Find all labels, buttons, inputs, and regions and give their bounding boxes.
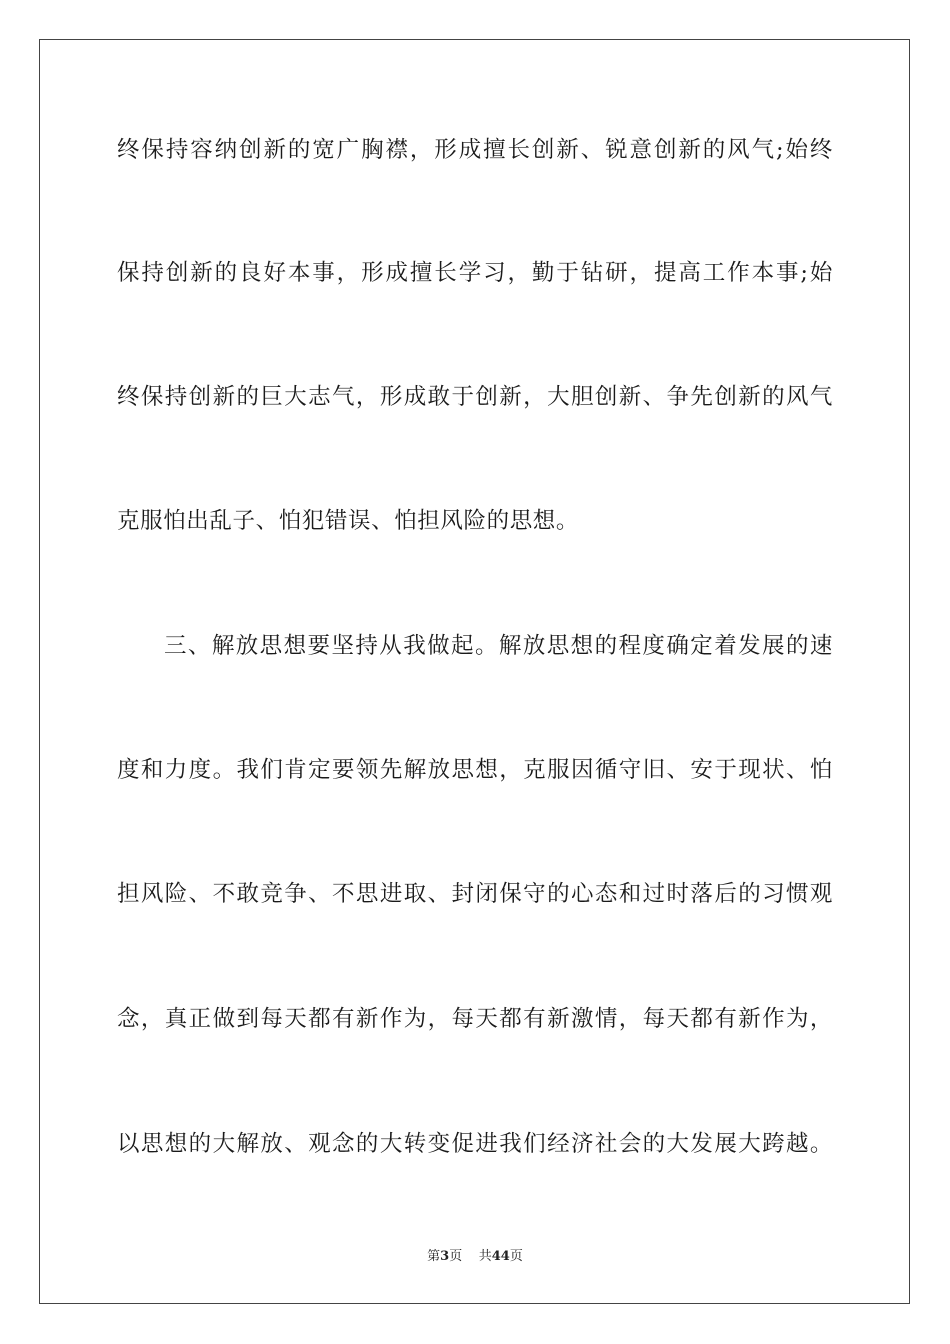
body-text-line-7: 担风险、不敢竞争、不思进取、封闭保守的心态和过时落后的习惯观: [117, 881, 833, 907]
body-text-line-9: 以思想的大解放、观念的大转变促进我们经济社会的大发展大跨越。: [117, 1131, 833, 1157]
body-text-line-3: 终保持创新的巨大志气，形成敢于创新，大胆创新、争先创新的风气: [117, 384, 833, 410]
footer-page-suffix: 页: [449, 1249, 463, 1264]
footer-page-number: 3: [440, 1249, 450, 1264]
footer-total-prefix: 共: [478, 1249, 492, 1264]
body-text-line-1: 终保持容纳创新的宽广胸襟，形成擅长创新、锐意创新的风气;始终: [117, 137, 833, 163]
page-footer: [0, 1248, 950, 1266]
footer-page-prefix: 第: [427, 1249, 441, 1264]
body-text-line-2: 保持创新的良好本事，形成擅长学习，勤于钻研，提高工作本事;始: [117, 260, 833, 286]
body-text-line-8: 念，真正做到每天都有新作为，每天都有新激情，每天都有新作为，: [117, 1006, 833, 1032]
page-border: [39, 39, 910, 1304]
footer-total-suffix: 页: [509, 1249, 523, 1264]
body-text-line-6: 度和力度。我们肯定要领先解放思想，克服因循守旧、安于现状、怕: [117, 757, 833, 783]
footer-total-pages: 44: [491, 1249, 510, 1264]
body-text-line-5: 三、解放思想要坚持从我做起。解放思想的程度确定着发展的速: [164, 633, 833, 659]
body-text-line-4: 克服怕出乱子、怕犯错误、怕担风险的思想。: [117, 508, 580, 534]
